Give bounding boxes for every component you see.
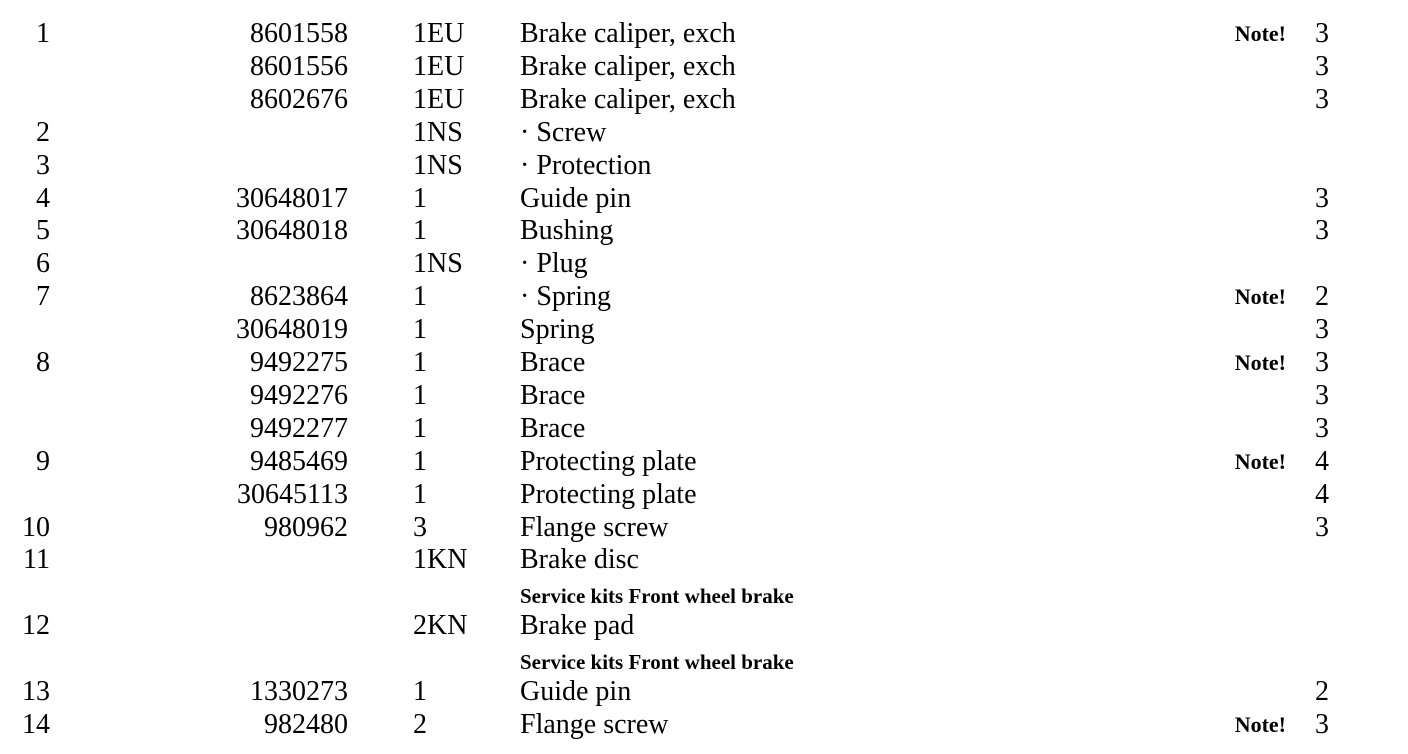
part-row xyxy=(0,214,1408,247)
description: Brake caliper, exch xyxy=(520,18,736,49)
quantity: 2 xyxy=(413,708,427,740)
quantity: 1 xyxy=(413,281,427,313)
part-row xyxy=(0,280,1408,313)
reference-number: 3 xyxy=(1315,215,1329,247)
quantity: 1 xyxy=(413,412,427,444)
note-marker: Note! xyxy=(1234,284,1286,310)
part-number: 8601556 xyxy=(250,50,348,82)
part-row xyxy=(0,50,1408,83)
position-number: 12 xyxy=(22,610,50,642)
reference-number: 3 xyxy=(1315,412,1329,444)
part-number: 8601558 xyxy=(250,18,348,49)
quantity: 1 xyxy=(413,379,427,411)
description: Spring xyxy=(520,314,595,346)
reference-number: 4 xyxy=(1315,445,1329,477)
quantity: 1 xyxy=(413,676,427,707)
service-kit-label: Service kits Front wheel brake xyxy=(520,650,794,675)
part-row xyxy=(0,708,1408,741)
part-row xyxy=(0,149,1408,182)
part-row xyxy=(0,543,1408,576)
position-number: 6 xyxy=(36,248,50,280)
service-kit-row xyxy=(0,576,1408,609)
description: · Plug xyxy=(520,248,588,280)
position-number: 7 xyxy=(36,281,50,313)
reference-number: 2 xyxy=(1315,281,1329,313)
part-row xyxy=(0,346,1408,379)
quantity: 1 xyxy=(413,445,427,477)
part-row xyxy=(0,182,1408,215)
description: Brake pad xyxy=(520,610,635,642)
note-marker: Note! xyxy=(1234,448,1286,474)
service-kit-row xyxy=(0,642,1408,675)
quantity: 1 xyxy=(413,347,427,378)
part-row xyxy=(0,313,1408,346)
description: Protecting plate xyxy=(520,445,697,477)
part-number: 8602676 xyxy=(250,83,348,115)
reference-number: 3 xyxy=(1315,18,1329,49)
position-number: 4 xyxy=(36,182,50,214)
description: Guide pin xyxy=(520,676,632,707)
part-row xyxy=(0,247,1408,280)
reference-number: 4 xyxy=(1315,478,1329,510)
part-number: 9492275 xyxy=(250,347,348,378)
quantity: 2KN xyxy=(413,610,468,642)
reference-number: 3 xyxy=(1315,83,1329,115)
description: Brake caliper, exch xyxy=(520,50,736,82)
reference-number: 3 xyxy=(1315,314,1329,346)
position-number: 10 xyxy=(22,511,50,543)
quantity: 1 xyxy=(413,478,427,510)
part-number: 9492276 xyxy=(250,379,348,411)
part-number: 9492277 xyxy=(250,412,348,444)
part-row xyxy=(0,445,1408,478)
quantity: 1 xyxy=(413,182,427,214)
quantity: 3 xyxy=(413,511,427,543)
part-number: 30648018 xyxy=(236,215,348,247)
quantity: 1KN xyxy=(413,544,468,576)
reference-number: 3 xyxy=(1315,708,1329,740)
part-number: 8623864 xyxy=(250,281,348,313)
description: Brace xyxy=(520,412,586,444)
part-row xyxy=(0,609,1408,642)
service-kit-label: Service kits Front wheel brake xyxy=(520,584,794,609)
reference-number: 3 xyxy=(1315,511,1329,543)
part-number: 9485469 xyxy=(250,445,348,477)
reference-number: 2 xyxy=(1315,676,1329,707)
note-marker: Note! xyxy=(1234,711,1286,737)
part-row xyxy=(0,379,1408,412)
description: Brake disc xyxy=(520,544,639,576)
description: · Spring xyxy=(520,281,611,313)
note-marker: Note! xyxy=(1234,21,1286,46)
part-number: 982480 xyxy=(264,708,348,740)
reference-number: 3 xyxy=(1315,347,1329,378)
quantity: 1 xyxy=(413,314,427,346)
part-number: 1330273 xyxy=(250,676,348,707)
quantity: 1EU xyxy=(413,50,465,82)
part-row xyxy=(0,17,1408,50)
description: Flange screw xyxy=(520,511,669,543)
part-number: 30648017 xyxy=(236,182,348,214)
note-marker: Note! xyxy=(1234,350,1286,375)
position-number: 11 xyxy=(23,544,50,576)
part-row xyxy=(0,478,1408,511)
description: Brace xyxy=(520,379,586,411)
position-number: 2 xyxy=(36,116,50,148)
quantity: 1NS xyxy=(413,116,463,148)
description: Flange screw xyxy=(520,708,669,740)
quantity: 1EU xyxy=(413,83,465,115)
quantity: 1NS xyxy=(413,248,463,280)
description: Guide pin xyxy=(520,182,632,214)
position-number: 1 xyxy=(36,18,50,49)
part-row xyxy=(0,675,1408,708)
reference-number: 3 xyxy=(1315,182,1329,214)
quantity: 1NS xyxy=(413,149,463,181)
quantity: 1EU xyxy=(413,18,465,49)
part-number: 980962 xyxy=(264,511,348,543)
part-number: 30645113 xyxy=(237,478,348,510)
part-row xyxy=(0,412,1408,445)
part-row xyxy=(0,83,1408,116)
description: · Screw xyxy=(520,116,607,148)
part-row xyxy=(0,511,1408,544)
description: Brace xyxy=(520,347,586,378)
position-number: 14 xyxy=(22,708,50,740)
part-row xyxy=(0,116,1408,149)
quantity: 1 xyxy=(413,215,427,247)
description: Bushing xyxy=(520,215,614,247)
part-number: 30648019 xyxy=(236,314,348,346)
position-number: 8 xyxy=(36,347,50,378)
description: · Protection xyxy=(520,149,652,181)
position-number: 13 xyxy=(22,676,50,707)
reference-number: 3 xyxy=(1315,50,1329,82)
reference-number: 3 xyxy=(1315,379,1329,411)
position-number: 9 xyxy=(36,445,50,477)
position-number: 5 xyxy=(36,215,50,247)
description: Protecting plate xyxy=(520,478,697,510)
position-number: 3 xyxy=(36,149,50,181)
description: Brake caliper, exch xyxy=(520,83,736,115)
